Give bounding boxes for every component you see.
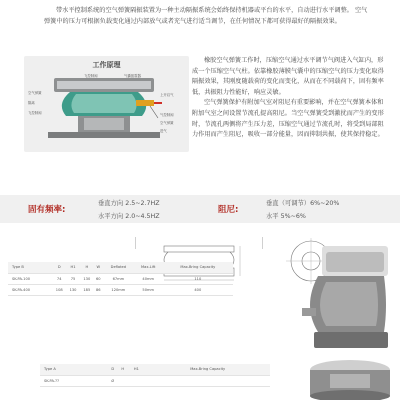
product-photo-air-spring-2 (300, 352, 398, 400)
frequency-vertical: 垂直方向 2.5~2.7HZ (98, 200, 160, 207)
table-cell: 60 (94, 273, 103, 284)
diagram-label: 飞控制阀 (28, 111, 42, 115)
table-cell: SK-PA-100 (8, 273, 52, 284)
table-header-cell: Max-Lift (134, 262, 163, 273)
table-cell: SK-PA-400 (8, 284, 52, 295)
table-header-cell: H1 (66, 262, 80, 273)
table-cell: 130 (66, 284, 80, 295)
air-spring-cross-section (24, 56, 189, 152)
table-header-cell: H (118, 364, 128, 375)
diagram-label: 空气弹簧 (28, 91, 42, 95)
table-header-cell: Type B (8, 262, 52, 273)
diagram-label: 进气 (160, 129, 167, 133)
intro-paragraph: 带水平控制系统的空气弹簧隔振装置为一种主动隔振系统会始终保持机器或平台的水平，自动进行水平调整。 空气弹簧中的压力可根据负载变化通过内部放气或者充气进行适当调节，在任何情况下都可获得最好的隔振效果。 (44, 7, 368, 25)
table-cell: 108 (52, 284, 66, 295)
frequency-horizontal: 水平方向 2.0~4.5HZ (98, 213, 160, 220)
damping-vertical: 垂直（可调节）6%~20% (266, 200, 340, 207)
table-cell: 67mm (103, 273, 134, 284)
table-header-cell: Max-Bring Capacity (145, 364, 270, 375)
description-paragraph-1: 橡胶空气弹簧工作时，压缩空气通过水平调节气阀进入气缸内，形成一个压缩空气气柱。依靠橡胶薄膜气囊中的压缩空气的压力变化取得隔振效果，其刚度随载荷的变化而变化，从而在不同载荷下，固有频率低，共振阻力性能好，响应灵敏。 (192, 57, 384, 96)
table-row (40, 375, 270, 386)
table-row (8, 284, 233, 295)
table-cell: 75 (66, 273, 80, 284)
table-row (8, 273, 233, 284)
table-cell: 40mm (134, 273, 163, 284)
diagram-label: 隔离 (28, 101, 35, 105)
table-cell: 74 (52, 273, 66, 284)
table-cell: 130 (80, 273, 94, 284)
table-cell: 50mm (134, 284, 163, 295)
table-header-cell: H1 (128, 364, 146, 375)
table-cell (118, 375, 128, 386)
table-header-cell: Max-Bring Capacity (163, 262, 233, 273)
table-cell: 110 (163, 273, 233, 284)
table-header-cell: D (108, 364, 118, 375)
damping-horizontal: 水平 5%~6% (266, 213, 306, 220)
table-header-cell: Type A (40, 364, 108, 375)
spec-table-type-b (8, 262, 233, 296)
damping-label: 阻尼: (218, 205, 239, 215)
table-cell: Ø (108, 375, 118, 386)
table-cell: 185 (80, 284, 94, 295)
diagram-label: 飞控制阀 (84, 74, 98, 78)
table-cell: 120mm (103, 284, 134, 295)
diagram-title: 工作原理 (92, 61, 121, 69)
diagram-label: 气囊振震器 (124, 74, 141, 78)
table-cell (128, 375, 146, 386)
table-header-row (40, 364, 270, 375)
table-cell: 86 (94, 284, 103, 295)
table-header-cell: Deflated (103, 262, 134, 273)
working-principle-diagram (24, 56, 189, 152)
table-cell (145, 375, 270, 386)
natural-frequency-label: 固有频率: (28, 205, 66, 215)
table-header-cell: H (80, 262, 94, 273)
diagram-label: 空气弹簧 (160, 121, 174, 125)
table-header-cell: W (94, 262, 103, 273)
table-cell: 400 (163, 284, 233, 295)
principle-description (192, 56, 384, 141)
divider (135, 237, 136, 249)
product-photo-air-spring-1 (262, 236, 392, 356)
spec-table-type-a (40, 364, 270, 387)
table-header-cell: D (52, 262, 66, 273)
diagram-label: 上开启气 (160, 93, 174, 97)
diagram-label: 气控制阀 (160, 113, 174, 117)
table-header-row (8, 262, 233, 273)
table-cell: SK-PA-?? (40, 375, 108, 386)
description-paragraph-2: 空气弹簧保护有附加气室对阻尼有重要影响，并在空气弹簧本体和附加气室之间设置节流孔提高阻尼。当空气弹簧受到激扰而产生的变形时，节流孔两侧将产生压力差，压缩空气通过节流孔时，将受到局部阻力作用而产生阻尼，吸收一部分能量，因而抑制共振，使其保持稳定。 (192, 99, 384, 139)
